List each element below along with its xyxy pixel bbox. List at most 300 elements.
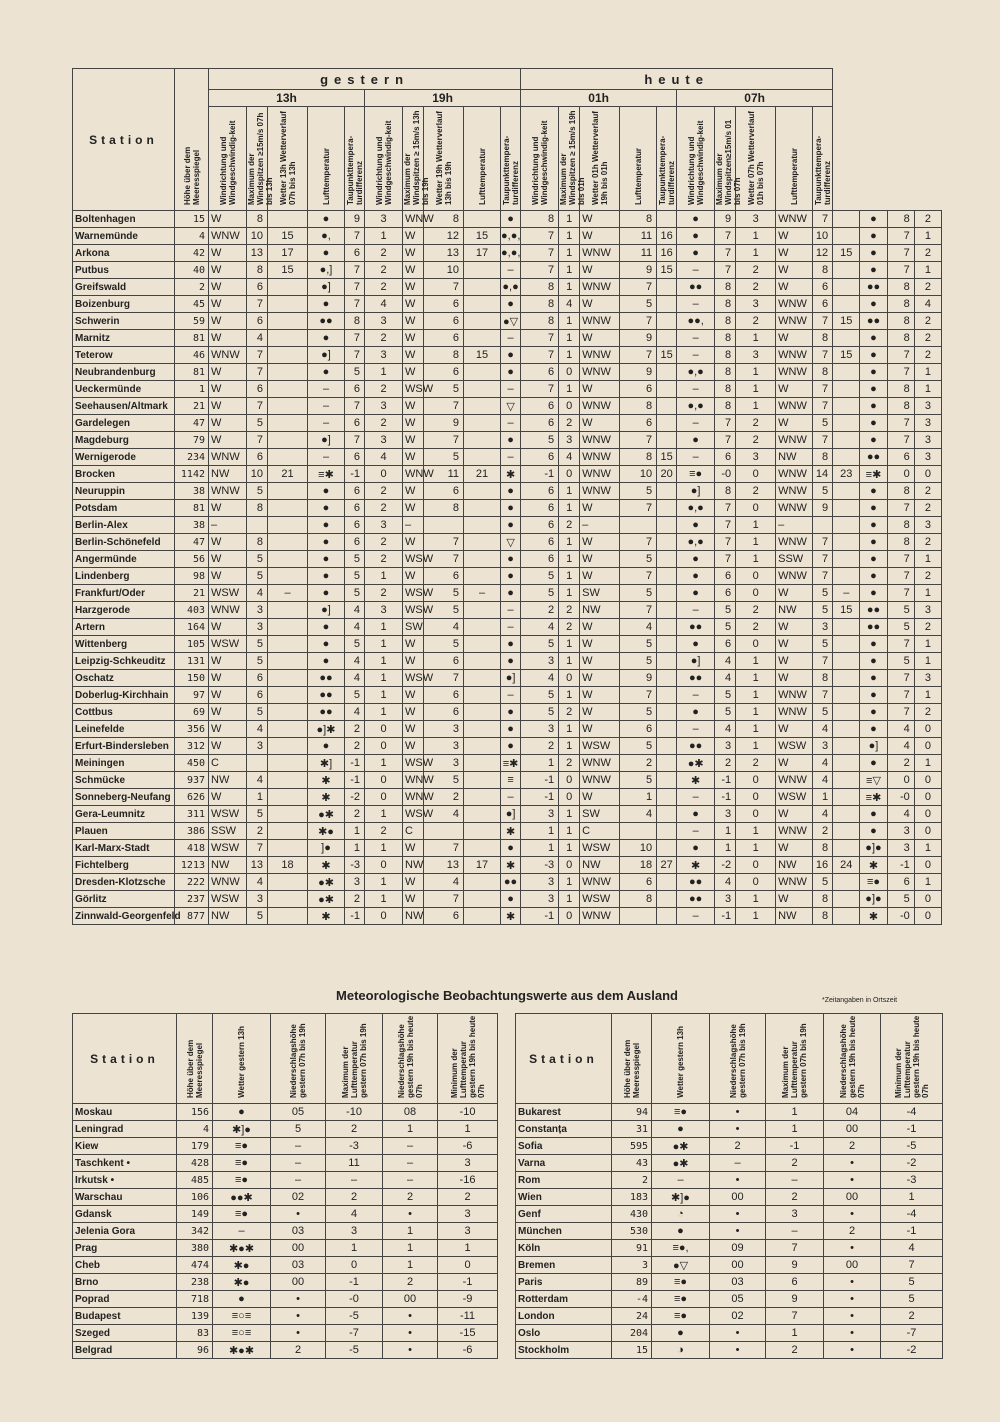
wind-direction: W <box>403 500 424 517</box>
weather-symbol: ●]● <box>860 891 887 908</box>
wind-gust <box>833 211 860 228</box>
wind-gust: 15 <box>268 262 308 279</box>
air-temperature: 7 <box>887 262 914 279</box>
station-height: 4 <box>177 1121 213 1138</box>
weather-symbol: ●● <box>677 670 715 687</box>
table-row <box>73 602 942 619</box>
table-row <box>73 806 942 823</box>
station-name: Neuruppin <box>73 483 175 500</box>
wind-speed: 8 <box>620 211 657 228</box>
table-row <box>73 585 942 602</box>
weather-symbol: ≡○≡ <box>213 1308 271 1325</box>
air-temperature: 2 <box>887 755 914 772</box>
precipitation-day: 05 <box>271 1104 326 1121</box>
wind-direction: NW <box>209 857 247 874</box>
dewpoint-difference: 1 <box>365 840 403 857</box>
wind-direction: WSW <box>403 551 424 568</box>
air-temperature: 3 <box>887 840 914 857</box>
table-row <box>73 381 942 398</box>
weather-symbol: – <box>677 415 715 432</box>
station-name: Fichtelberg <box>73 857 175 874</box>
wind-gust: 17 <box>464 857 501 874</box>
wind-gust: – <box>268 585 308 602</box>
precipitation-day: 03 <box>271 1223 326 1240</box>
air-temperature: 6 <box>345 500 365 517</box>
weather-symbol: ● <box>860 704 887 721</box>
abroad-row <box>516 1172 943 1189</box>
wind-direction: W <box>580 789 620 806</box>
weather-symbol: ● <box>677 636 715 653</box>
air-temperature: 7 <box>345 330 365 347</box>
wind-direction: W <box>209 619 247 636</box>
min-temperature: -5 <box>881 1138 943 1155</box>
wind-direction: WSW <box>403 755 424 772</box>
dewpoint-difference: 1 <box>559 891 580 908</box>
station-name: Belgrad <box>73 1342 177 1359</box>
weather-symbol: ≡● <box>677 466 715 483</box>
wind-gust <box>833 534 860 551</box>
dewpoint-difference: 1 <box>736 381 776 398</box>
wind-gust <box>657 789 677 806</box>
precipitation-day: • <box>710 1206 766 1223</box>
weather-symbol: ●● <box>860 313 887 330</box>
wind-direction: WNW <box>580 245 620 262</box>
abroad-column-header-right-0: Höhe über dem Meeresspiegel <box>612 1014 652 1104</box>
station-height: 237 <box>175 891 209 908</box>
weather-symbol: ● <box>501 704 521 721</box>
station-height: 3 <box>612 1257 652 1274</box>
air-temperature: 7 <box>887 585 914 602</box>
wind-direction: W <box>403 636 424 653</box>
weather-symbol: ● <box>860 568 887 585</box>
station-height: 485 <box>177 1172 213 1189</box>
station-height: 38 <box>175 483 209 500</box>
dewpoint-difference: 1 <box>559 211 580 228</box>
dewpoint-difference: 0 <box>914 823 941 840</box>
dewpoint-difference: 2 <box>736 619 776 636</box>
wind-direction: W <box>776 755 813 772</box>
dewpoint-difference: 0 <box>559 857 580 874</box>
air-temperature: 7 <box>715 432 736 449</box>
station-name: Sonneberg-Neufang <box>73 789 175 806</box>
wind-gust <box>657 534 677 551</box>
station-name: Wernigerode <box>73 449 175 466</box>
weather-symbol: – <box>677 823 715 840</box>
dewpoint-difference: 0 <box>559 908 580 925</box>
abroad-column-header-left-2: Niederschlagshöhe gestern 07h bis 19h <box>271 1014 326 1104</box>
wind-speed: 4 <box>813 772 833 789</box>
wind-gust <box>833 806 860 823</box>
wind-gust <box>657 211 677 228</box>
precipitation-night: – <box>383 1155 438 1172</box>
weather-symbol: ● <box>860 364 887 381</box>
wind-speed: 8 <box>424 500 464 517</box>
precipitation-night: 1 <box>383 1240 438 1257</box>
wind-speed: 13 <box>424 245 464 262</box>
column-header-01h-3: Lufttemperatur <box>620 107 657 211</box>
max-temperature: – <box>326 1172 383 1189</box>
wind-gust <box>464 534 501 551</box>
wind-gust <box>268 908 308 925</box>
wind-gust <box>833 364 860 381</box>
table-row <box>73 279 942 296</box>
station-height: 428 <box>177 1155 213 1172</box>
precipitation-day: 2 <box>271 1342 326 1359</box>
precipitation-night: • <box>824 1240 881 1257</box>
air-temperature: 2 <box>345 721 365 738</box>
air-temperature: -1 <box>521 772 559 789</box>
air-temperature: 6 <box>715 568 736 585</box>
dewpoint-difference: 1 <box>914 687 941 704</box>
weather-symbol: ● <box>501 517 521 534</box>
air-temperature: 5 <box>345 568 365 585</box>
air-temperature: 6 <box>345 483 365 500</box>
air-temperature: 3 <box>521 653 559 670</box>
dewpoint-difference: 2 <box>736 262 776 279</box>
air-temperature: 6 <box>345 449 365 466</box>
weather-symbol: ● <box>213 1104 271 1121</box>
wind-speed: 5 <box>813 602 833 619</box>
weather-symbol: – <box>677 347 715 364</box>
precipitation-night: • <box>383 1342 438 1359</box>
wind-gust <box>657 721 677 738</box>
wind-gust <box>464 619 501 636</box>
air-temperature: 4 <box>715 874 736 891</box>
wind-direction: W <box>209 738 247 755</box>
wind-direction: W <box>403 687 424 704</box>
wind-speed: 3 <box>247 619 268 636</box>
weather-symbol: ● <box>860 483 887 500</box>
abroad-row <box>73 1223 498 1240</box>
wind-speed: 13 <box>424 857 464 874</box>
weather-symbol: ≡●, <box>652 1240 710 1257</box>
weather-symbol: ≡✱ <box>308 466 345 483</box>
station-name: Zinnwald-Georgenfeld <box>73 908 175 925</box>
weather-symbol: ≡● <box>860 874 887 891</box>
station-name: Prag <box>73 1240 177 1257</box>
abroad-row <box>73 1121 498 1138</box>
wind-gust <box>833 636 860 653</box>
wind-gust <box>464 517 501 534</box>
weather-symbol: – <box>501 449 521 466</box>
wind-speed: 4 <box>247 772 268 789</box>
air-temperature: -3 <box>521 857 559 874</box>
wind-speed: 7 <box>424 534 464 551</box>
wind-direction: NW <box>209 466 247 483</box>
wind-speed: 7 <box>247 398 268 415</box>
air-temperature: 4 <box>345 704 365 721</box>
station-name: Leinefelde <box>73 721 175 738</box>
air-temperature: 6 <box>521 415 559 432</box>
wind-gust <box>464 721 501 738</box>
weather-symbol: ≡● <box>652 1274 710 1291</box>
wind-direction: WNW <box>580 449 620 466</box>
wind-direction: WNW <box>580 755 620 772</box>
precipitation-day: – <box>710 1155 766 1172</box>
wind-speed <box>424 517 464 534</box>
wind-gust <box>464 908 501 925</box>
air-temperature: 7 <box>887 687 914 704</box>
wind-speed: 5 <box>620 551 657 568</box>
wind-gust <box>833 432 860 449</box>
wind-direction: WNW <box>776 534 813 551</box>
wind-direction: NW <box>580 857 620 874</box>
station-column-header: Station <box>73 69 175 211</box>
wind-gust <box>657 432 677 449</box>
min-temperature: -1 <box>438 1274 498 1291</box>
station-height: 47 <box>175 534 209 551</box>
air-temperature: 8 <box>521 211 559 228</box>
air-temperature: -2 <box>715 857 736 874</box>
table-row <box>73 483 942 500</box>
dewpoint-difference: 1 <box>365 670 403 687</box>
dewpoint-difference: 2 <box>736 279 776 296</box>
wind-speed: 5 <box>247 568 268 585</box>
wind-direction: W <box>580 330 620 347</box>
min-temperature: 3 <box>438 1206 498 1223</box>
precipitation-night: • <box>824 1291 881 1308</box>
max-temperature: 3 <box>766 1206 824 1223</box>
air-temperature: 5 <box>345 687 365 704</box>
dewpoint-difference: 2 <box>365 551 403 568</box>
air-temperature: 0 <box>887 772 914 789</box>
station-height: 2 <box>612 1172 652 1189</box>
precipitation-night: 1 <box>383 1223 438 1240</box>
wind-speed: 6 <box>424 330 464 347</box>
table-row <box>73 534 942 551</box>
min-temperature: 1 <box>438 1121 498 1138</box>
wind-gust <box>464 568 501 585</box>
weather-symbol: ≡✱ <box>860 466 887 483</box>
max-temperature: 7 <box>766 1240 824 1257</box>
table-row <box>73 262 942 279</box>
wind-direction: W <box>403 891 424 908</box>
dewpoint-difference: 2 <box>914 704 941 721</box>
wind-gust: 15 <box>657 347 677 364</box>
wind-direction: – <box>776 517 813 534</box>
wind-speed: 3 <box>813 619 833 636</box>
weather-symbol: ●● <box>677 619 715 636</box>
weather-symbol: ● <box>860 823 887 840</box>
weather-symbol: ◑ <box>652 1342 710 1359</box>
wind-gust <box>268 687 308 704</box>
wind-direction: W <box>209 670 247 687</box>
station-name: Artern <box>73 619 175 636</box>
dewpoint-difference: 0 <box>736 857 776 874</box>
air-temperature: 7 <box>887 228 914 245</box>
weather-symbol: ●✱ <box>308 806 345 823</box>
station-height: 21 <box>175 398 209 415</box>
wind-gust <box>833 687 860 704</box>
wind-direction: W <box>209 721 247 738</box>
max-temperature: -5 <box>326 1342 383 1359</box>
table-row <box>73 857 942 874</box>
wind-speed: 7 <box>620 432 657 449</box>
air-temperature: 8 <box>521 279 559 296</box>
dewpoint-difference: 3 <box>914 415 941 432</box>
weather-symbol: ●] <box>677 483 715 500</box>
precipitation-night: 00 <box>824 1121 881 1138</box>
wind-gust <box>833 840 860 857</box>
wind-direction: W <box>580 262 620 279</box>
air-temperature: -1 <box>715 772 736 789</box>
wind-speed: 9 <box>424 415 464 432</box>
station-name: Kiew <box>73 1138 177 1155</box>
weather-symbol: ●,● <box>677 398 715 415</box>
air-temperature: 4 <box>887 721 914 738</box>
precipitation-day: 03 <box>710 1274 766 1291</box>
dewpoint-difference: 0 <box>365 721 403 738</box>
wind-direction: WNW <box>580 772 620 789</box>
wind-gust <box>464 891 501 908</box>
wind-speed: 11 <box>620 228 657 245</box>
wind-direction: W <box>403 262 424 279</box>
wind-speed: 5 <box>813 874 833 891</box>
precipitation-night: • <box>824 1274 881 1291</box>
precipitation-night: • <box>383 1308 438 1325</box>
weather-symbol: ✱●✱ <box>213 1342 271 1359</box>
air-temperature: -1 <box>521 789 559 806</box>
dewpoint-difference: 1 <box>365 806 403 823</box>
abroad-table-left <box>72 1013 498 1359</box>
air-temperature: 7 <box>345 296 365 313</box>
air-temperature: 7 <box>887 415 914 432</box>
dewpoint-difference: 3 <box>736 449 776 466</box>
wind-gust <box>268 823 308 840</box>
wind-direction: WSW <box>403 381 424 398</box>
air-temperature: 7 <box>521 245 559 262</box>
wind-direction: WSW <box>580 891 620 908</box>
weather-symbol: – <box>677 330 715 347</box>
abroad-column-header-right-5: Minimum der Lufttemperatur gestern 19h bis heute 07h <box>881 1014 943 1104</box>
wind-speed: 4 <box>424 619 464 636</box>
column-header-07h-1: Maximum der Windspitzen≥15m/s 01 bis 07h <box>715 107 736 211</box>
station-height: 386 <box>175 823 209 840</box>
station-name: Seehausen/Altmark <box>73 398 175 415</box>
station-name: Gdansk <box>73 1206 177 1223</box>
wind-gust <box>833 772 860 789</box>
wind-speed: 6 <box>424 687 464 704</box>
station-name: Sofia <box>516 1138 612 1155</box>
station-height: 595 <box>612 1138 652 1155</box>
station-height: 156 <box>177 1104 213 1121</box>
weather-symbol: ●● <box>308 670 345 687</box>
station-name: Neubrandenburg <box>73 364 175 381</box>
dewpoint-difference: 1 <box>736 840 776 857</box>
dewpoint-difference: 1 <box>559 568 580 585</box>
wind-speed: 7 <box>247 296 268 313</box>
station-name: Taschkent • <box>73 1155 177 1172</box>
station-height: 430 <box>612 1206 652 1223</box>
wind-speed: 5 <box>247 704 268 721</box>
abroad-row <box>73 1291 498 1308</box>
column-header-07h-0: Windrichtung und Windgeschwindig-keit <box>677 107 715 211</box>
wind-direction: W <box>580 296 620 313</box>
wind-gust <box>268 296 308 313</box>
weather-symbol: ● <box>308 636 345 653</box>
weather-symbol: ≡● <box>213 1206 271 1223</box>
dewpoint-difference: 0 <box>559 789 580 806</box>
weather-symbol: ●,● <box>501 279 521 296</box>
abroad-row <box>516 1325 943 1342</box>
table-row <box>73 755 942 772</box>
abroad-column-header-right-4: Niederschlagshöhe gestern 19h bis heute 07h <box>824 1014 881 1104</box>
wind-speed: 1 <box>813 789 833 806</box>
min-temperature: -3 <box>881 1172 943 1189</box>
weather-symbol: ✱ <box>308 908 345 925</box>
abroad-station-header-right: Station <box>516 1014 612 1104</box>
precipitation-night: 2 <box>383 1274 438 1291</box>
air-temperature: -1 <box>345 755 365 772</box>
wind-direction: W <box>403 228 424 245</box>
dewpoint-difference: 0 <box>736 806 776 823</box>
air-temperature: 6 <box>887 449 914 466</box>
wind-speed: 10 <box>247 228 268 245</box>
wind-gust <box>833 551 860 568</box>
wind-gust: 20 <box>657 466 677 483</box>
precipitation-night: 08 <box>383 1104 438 1121</box>
precipitation-day: • <box>271 1291 326 1308</box>
dewpoint-difference: 0 <box>559 670 580 687</box>
dewpoint-difference: 0 <box>736 789 776 806</box>
wind-speed: 13 <box>247 857 268 874</box>
max-temperature: 1 <box>326 1240 383 1257</box>
air-temperature: 7 <box>715 500 736 517</box>
air-temperature: 3 <box>715 891 736 908</box>
wind-direction: WNW <box>580 398 620 415</box>
column-header-19h-4: Taupunkttempera-turdifferenz <box>501 107 521 211</box>
wind-speed: 8 <box>813 840 833 857</box>
wind-speed: 6 <box>424 704 464 721</box>
wind-direction: W <box>209 313 247 330</box>
dewpoint-difference: 1 <box>365 891 403 908</box>
wind-direction: W <box>403 330 424 347</box>
abroad-row <box>73 1325 498 1342</box>
wind-speed: 7 <box>620 279 657 296</box>
precipitation-night: • <box>824 1342 881 1359</box>
weather-symbol: ●● <box>860 279 887 296</box>
wind-direction: W <box>209 789 247 806</box>
air-temperature: 7 <box>345 347 365 364</box>
weather-symbol: ● <box>860 806 887 823</box>
abroad-row <box>73 1138 498 1155</box>
column-header-07h-4: Taupunkttempera-turdifferenz <box>813 107 833 211</box>
table-row <box>73 466 942 483</box>
wind-direction: W <box>403 483 424 500</box>
air-temperature: 7 <box>715 551 736 568</box>
weather-symbol: ●● <box>860 602 887 619</box>
air-temperature: 8 <box>715 279 736 296</box>
abroad-row <box>516 1189 943 1206</box>
wind-direction: WNW <box>580 874 620 891</box>
air-temperature: 7 <box>715 517 736 534</box>
air-temperature: 5 <box>345 364 365 381</box>
dewpoint-difference: 1 <box>736 551 776 568</box>
dewpoint-difference: 1 <box>559 551 580 568</box>
air-temperature: 7 <box>715 534 736 551</box>
air-temperature: 1 <box>521 840 559 857</box>
dewpoint-difference: 2 <box>365 381 403 398</box>
wind-direction: W <box>580 721 620 738</box>
wind-speed <box>247 517 268 534</box>
wind-direction: WSW <box>776 789 813 806</box>
wind-direction: WSW <box>209 636 247 653</box>
min-temperature: -2 <box>881 1155 943 1172</box>
wind-direction: W <box>580 704 620 721</box>
min-temperature: 3 <box>438 1223 498 1240</box>
wind-speed: 7 <box>247 347 268 364</box>
wind-gust <box>833 619 860 636</box>
